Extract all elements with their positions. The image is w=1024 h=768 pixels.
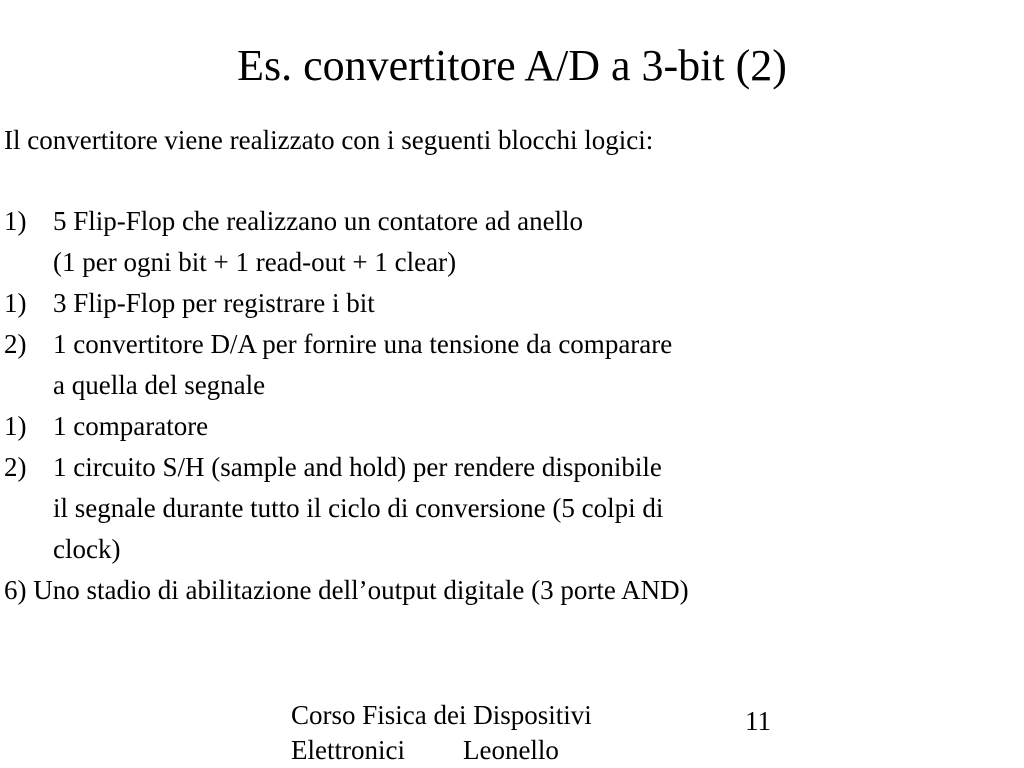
list-item-text: 5 Flip-Flop che realizzano un contatore ad anello <box>53 206 584 236</box>
footer-course-line1: Corso Fisica dei Dispositivi <box>291 700 592 730</box>
list-item <box>4 570 689 611</box>
list-item-marker: 1) <box>4 288 27 318</box>
list-item-text: 1 convertitore D/A per fornire una tensione da comparare <box>53 329 673 359</box>
footer-author: Leonello <box>462 735 559 765</box>
list-item <box>4 324 689 406</box>
list-item-text: 1 circuito S/H (sample and hold) per rendere disponibile <box>53 452 662 482</box>
list-item-text: 6) Uno stadio di abilitazione dell’output digitale (3 porte AND) <box>4 575 689 605</box>
footer-course-line2 <box>291 733 592 768</box>
list-item-marker: 2) <box>4 452 27 482</box>
footer-course-word: Elettronici <box>291 735 405 765</box>
list-item-text: a quella del segnale <box>53 370 266 400</box>
list-item-text: 3 Flip-Flop per registrare i bit <box>53 288 375 318</box>
footer-course <box>291 698 592 768</box>
list-item-marker: 2) <box>4 329 27 359</box>
list-item-text: clock) <box>53 534 121 564</box>
list-item-text: (1 per ogni bit + 1 read-out + 1 clear) <box>53 247 457 277</box>
intro-text: Il convertitore viene realizzato con i seguenti blocchi logici: <box>4 125 654 155</box>
list-item <box>4 201 689 283</box>
list-item-text: il segnale durante tutto il ciclo di conversione (5 colpi di <box>53 493 664 523</box>
list-item <box>4 447 689 570</box>
list-item-marker: 1) <box>4 206 27 236</box>
list-item <box>4 283 689 324</box>
page-number: 11 <box>745 706 771 736</box>
list-item <box>4 406 689 447</box>
list-item-marker: 1) <box>4 411 27 441</box>
slide-title: Es. convertitore A/D a 3-bit (2) <box>237 41 787 90</box>
list-item-text: 1 comparatore <box>53 411 209 441</box>
block-list <box>4 201 689 611</box>
